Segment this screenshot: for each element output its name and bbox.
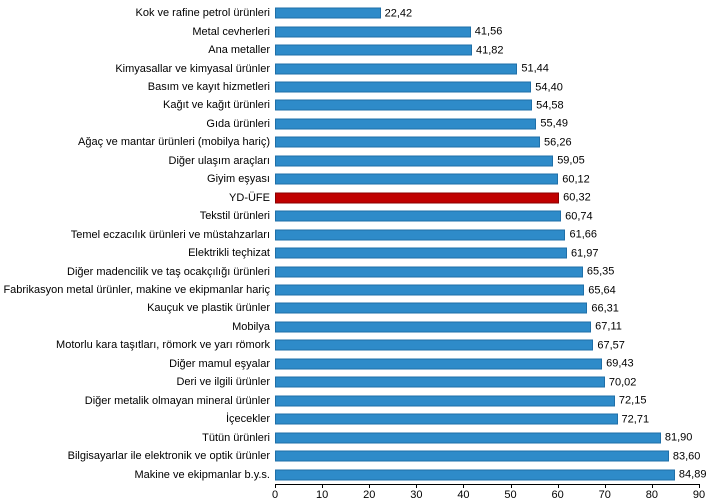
bar-row — [188, 244, 699, 262]
value-label: 56,26 — [544, 136, 572, 149]
bar — [275, 229, 565, 240]
bar-container — [275, 82, 699, 93]
bar-container — [275, 118, 699, 129]
bar-highlight — [275, 192, 559, 203]
bar-row — [199, 207, 699, 225]
bar — [275, 414, 618, 425]
category-label: Kimyasallar ve kimyasal ürünler — [115, 62, 270, 75]
bar-container — [275, 451, 699, 462]
x-tick-label: 50 — [504, 489, 517, 501]
x-tick-label: 10 — [315, 489, 329, 501]
x-tick-label: 20 — [363, 489, 376, 501]
value-label: 61,66 — [569, 228, 598, 241]
bar-container — [275, 63, 699, 74]
bar-container — [275, 229, 699, 240]
bar-row — [135, 4, 699, 22]
x-tick — [275, 484, 276, 488]
value-label: 51,44 — [521, 62, 549, 75]
bar-container — [275, 468, 707, 481]
bar-row — [206, 115, 699, 133]
bar-row — [3, 281, 699, 299]
x-tick — [369, 484, 370, 488]
value-label: 72,15 — [618, 394, 647, 407]
bar-row — [78, 133, 699, 151]
category-label: Tekstil ürünleri — [199, 210, 270, 223]
x-tick — [416, 484, 417, 488]
x-tick-label: 60 — [551, 489, 564, 501]
bar — [275, 63, 517, 74]
value-label: 60,74 — [565, 210, 593, 223]
bar-container — [275, 174, 699, 185]
bar-row — [208, 41, 699, 59]
bar-container — [275, 45, 699, 56]
x-axis-line — [275, 484, 699, 485]
category-label: İçecekler — [225, 413, 270, 426]
x-tick — [463, 484, 464, 488]
category-label: Temel eczacılık ürünleri ve müstahzarları — [70, 228, 270, 241]
bar — [275, 451, 669, 462]
bar — [275, 469, 675, 480]
x-tick-label: 30 — [410, 489, 423, 501]
value-label: 59,05 — [557, 154, 585, 167]
x-tick — [558, 484, 559, 488]
bar-container — [275, 395, 699, 406]
value-label: 66,31 — [591, 302, 619, 315]
category-label: Deri ve ilgili ürünler — [176, 376, 270, 389]
bar-row — [207, 170, 699, 188]
category-label: Diğer madencilik ve taş ocakçılığı ürünleri — [67, 265, 270, 278]
bar-row — [202, 428, 699, 446]
bar-container — [275, 192, 699, 203]
bar-row — [229, 189, 699, 207]
bar-row — [115, 59, 699, 77]
bar — [275, 137, 540, 148]
bar-row — [225, 410, 699, 428]
category-label: Fabrikasyon metal ürünler, makine ve ekipmanlar hariç — [3, 284, 270, 297]
bar — [275, 303, 587, 314]
bar — [275, 248, 567, 259]
bar-container — [275, 414, 699, 425]
bar-container — [275, 26, 699, 37]
bar-row — [67, 262, 699, 280]
bar — [275, 26, 471, 37]
category-label: Giyim eşyası — [207, 173, 270, 186]
category-label: Kauçuk ve plastik ürünler — [147, 302, 270, 315]
category-label: Ana metaller — [208, 44, 270, 57]
value-label: 22,42 — [384, 7, 413, 20]
x-tick — [652, 484, 653, 488]
bar — [275, 174, 558, 185]
bar-row — [169, 355, 699, 373]
bar-container — [275, 8, 699, 19]
category-label: Metal cevherleri — [192, 25, 270, 38]
bar-row — [56, 336, 699, 354]
bar-container — [275, 340, 699, 351]
x-tick-label: 70 — [598, 489, 611, 501]
value-label: 41,82 — [476, 44, 504, 57]
value-label: 55,49 — [540, 117, 568, 130]
bar-container — [275, 303, 699, 314]
bar-row — [147, 78, 699, 96]
bar-row — [70, 225, 699, 243]
bar — [275, 45, 472, 56]
bar — [275, 211, 561, 222]
bar-container — [275, 211, 699, 222]
bar-row — [134, 465, 707, 483]
value-label: 54,40 — [535, 81, 563, 94]
bar-container — [275, 248, 699, 259]
category-label: Ağaç ve mantar ürünleri (mobilya hariç) — [78, 136, 270, 149]
category-label: YD-ÜFE — [229, 191, 270, 204]
bar-row — [84, 392, 699, 410]
bar — [275, 266, 583, 277]
category-label: Basım ve kayıt hizmetleri — [147, 81, 270, 94]
bar — [275, 340, 593, 351]
x-tick — [699, 484, 700, 488]
x-tick — [605, 484, 606, 488]
value-label: 41,56 — [474, 25, 503, 38]
bar-container — [275, 100, 699, 111]
value-label: 60,32 — [563, 191, 591, 204]
bar — [275, 321, 591, 332]
x-tick-label: 0 — [271, 489, 279, 501]
bar-row — [168, 152, 699, 170]
value-label: 60,12 — [562, 173, 590, 186]
category-label: Tütün ürünleri — [202, 431, 270, 444]
value-label: 61,97 — [570, 247, 599, 260]
bar — [275, 118, 536, 129]
x-tick — [511, 484, 512, 488]
bar-container — [275, 137, 699, 148]
x-tick-label: 40 — [457, 489, 470, 501]
category-label: Makine ve ekipmanlar b.y.s. — [134, 468, 270, 481]
bar-container — [275, 377, 699, 388]
bar — [275, 82, 531, 93]
value-label: 65,64 — [588, 284, 616, 297]
bar-row — [67, 447, 701, 465]
bar — [275, 432, 661, 443]
category-label: Bilgisayarlar ile elektronik ve optik ürünler — [67, 450, 270, 463]
bar — [275, 285, 584, 296]
value-label: 72,71 — [621, 413, 650, 426]
category-label: Kok ve rafine petrol ürünleri — [135, 7, 270, 20]
bar-container — [275, 155, 699, 166]
value-label: 69,43 — [606, 357, 634, 370]
bar-row — [162, 96, 699, 114]
value-label: 67,11 — [595, 320, 622, 333]
bar-container — [275, 321, 699, 332]
category-label: Gıda ürünleri — [206, 117, 270, 130]
category-label: Mobilya — [232, 320, 270, 333]
bar — [275, 377, 605, 388]
value-label: 84,89 — [678, 468, 707, 481]
value-label: 65,35 — [586, 265, 615, 278]
category-label: Diğer ulaşım araçları — [168, 154, 270, 167]
category-label: Diğer metalik olmayan mineral ürünler — [84, 394, 270, 407]
category-label: Kağıt ve kağıt ürünleri — [162, 99, 270, 112]
bar — [275, 358, 602, 369]
x-tick-label: 80 — [645, 489, 658, 501]
bar — [275, 8, 381, 19]
bar-container — [275, 432, 699, 443]
plot-area — [3, 4, 707, 484]
category-label: Diğer mamul eşyalar — [169, 357, 270, 370]
value-label: 81,90 — [664, 431, 693, 444]
value-label: 83,60 — [672, 450, 701, 463]
x-tick-label: 90 — [692, 489, 706, 501]
value-label: 54,58 — [536, 99, 564, 112]
bar-container — [275, 285, 699, 296]
x-tick — [322, 484, 323, 488]
bar-row — [192, 22, 699, 40]
bar — [275, 155, 553, 166]
bar-row — [176, 373, 699, 391]
bar-row — [147, 299, 699, 317]
bar-row — [232, 318, 699, 336]
category-label: Elektrikli teçhizat — [188, 247, 270, 260]
value-label: 70,02 — [608, 376, 637, 389]
bar-container — [275, 358, 699, 369]
bar — [275, 100, 532, 111]
bar — [275, 395, 615, 406]
bar-container — [275, 266, 699, 277]
category-label: Motorlu kara taşıtları, römork ve yarı römork — [56, 339, 270, 352]
value-label: 67,57 — [597, 339, 625, 352]
